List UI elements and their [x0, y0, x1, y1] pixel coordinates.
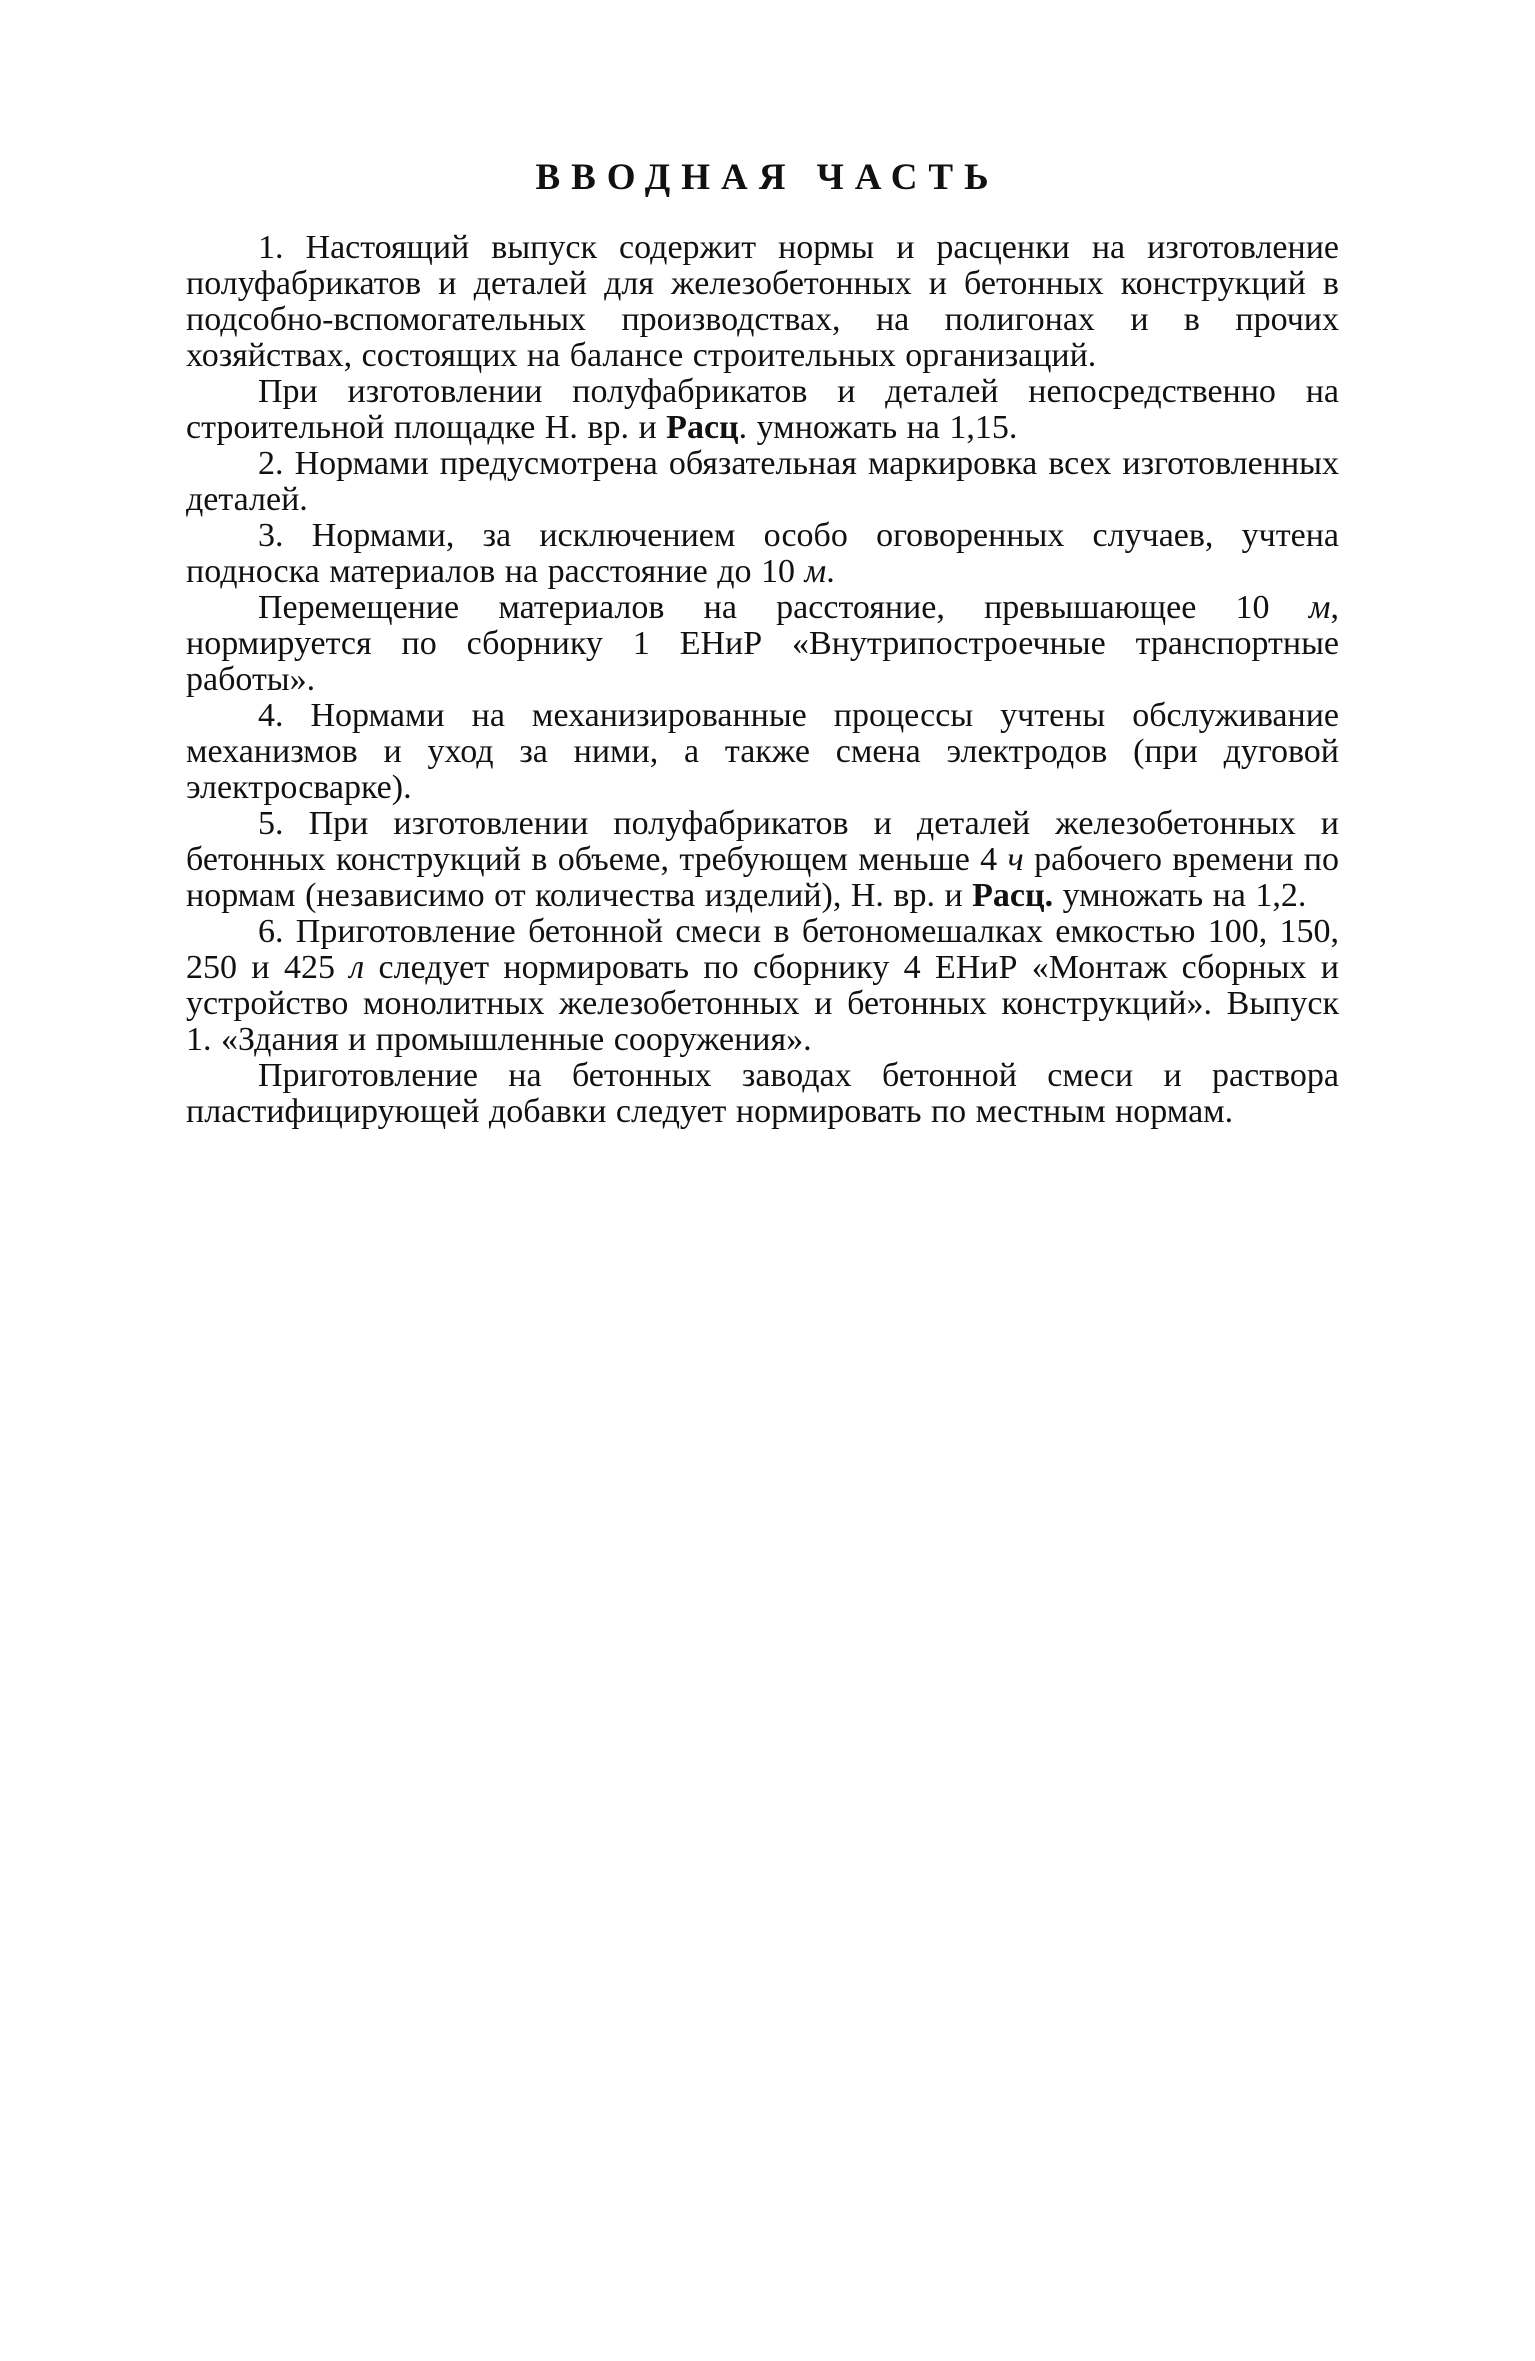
paragraph-p3-segment: м: [804, 553, 827, 590]
paragraph-p5: [186, 806, 1339, 914]
paragraph-p5-segment: ч: [1007, 841, 1024, 878]
paragraph-p1-segment: 1. Настоящий выпуск содержит нормы и расценки на изготовление полуфабрикатов и деталей для железобетонных и бетонных конструкций в подсобно-вспомогательных производствах, на полигонах и в прочих хозяйствах, состоящих на балансе строительных организаций.: [186, 229, 1339, 374]
document-body: [186, 230, 1339, 1130]
paragraph-p6-segment: следует нормировать по сборнику 4 ЕНиР «Монтаж сборных и устройство монолитных железобетонных и бетонных конструкций». Выпуск 1. «Здания и промышленные сооружения».: [186, 949, 1339, 1058]
paragraph-p3b-segment: м: [1308, 589, 1331, 626]
paragraph-p4: [186, 698, 1339, 806]
paragraph-p3-segment: 3. Нормами, за исключением особо оговоренных случаев, учтена подноска материалов на расстояние до 10: [186, 517, 1339, 590]
page-title: ВВОДНАЯ ЧАСТЬ: [535, 157, 1000, 198]
paragraph-p5-segment: 5. При изготовлении полуфабрикатов и деталей железобетонных и бетонных конструкций в объеме, требующем меньше 4: [186, 805, 1339, 878]
paragraph-p1b-segment: . умножать на 1,15.: [738, 409, 1018, 446]
paragraph-p5-segment: умножать на 1,2.: [1053, 877, 1307, 914]
paragraph-p3b-segment: , нормируется по сборнику 1 ЕНиР «Внутрипостроечные транспортные работы».: [186, 589, 1339, 698]
paragraph-p1b: [186, 374, 1339, 446]
paragraph-p6b-segment: Приготовление на бетонных заводах бетонной смеси и раствора пластифицирующей добавки следует нормировать по местным нормам.: [186, 1057, 1339, 1130]
paragraph-p6-segment: л: [349, 949, 365, 986]
paragraph-p5-segment: рабочего времени по нормам (независимо от количества изделий), Н. вр. и: [186, 841, 1339, 914]
paragraph-p6-segment: 6. Приготовление бетонной смеси в бетономешалках емкостью 100, 150, 250 и 425: [186, 913, 1339, 986]
paragraph-p2: [186, 446, 1339, 518]
paragraph-p6: [186, 914, 1339, 1058]
paragraph-p3: [186, 518, 1339, 590]
paragraph-p3b: [186, 590, 1339, 698]
paragraph-p4-segment: 4. Нормами на механизированные процессы учтены обслуживание механизмов и уход за ними, а также смена электродов (при дуговой электросварке).: [186, 697, 1339, 806]
paragraph-p1b-segment: При изготовлении полуфабрикатов и деталей непосредственно на строительной площадке Н. вр. и: [186, 373, 1339, 446]
paragraph-p3-segment: .: [826, 553, 835, 590]
paragraph-p5-segment: Расц.: [972, 877, 1054, 914]
paragraph-p6b: [186, 1058, 1339, 1130]
paragraph-p1b-segment: Расц: [666, 409, 739, 446]
paragraph-p3b-segment: Перемещение материалов на расстояние, превышающее 10: [258, 589, 1309, 626]
paragraph-p1: [186, 230, 1339, 374]
paragraph-p2-segment: 2. Нормами предусмотрена обязательная маркировка всех изготовленных деталей.: [186, 445, 1339, 518]
